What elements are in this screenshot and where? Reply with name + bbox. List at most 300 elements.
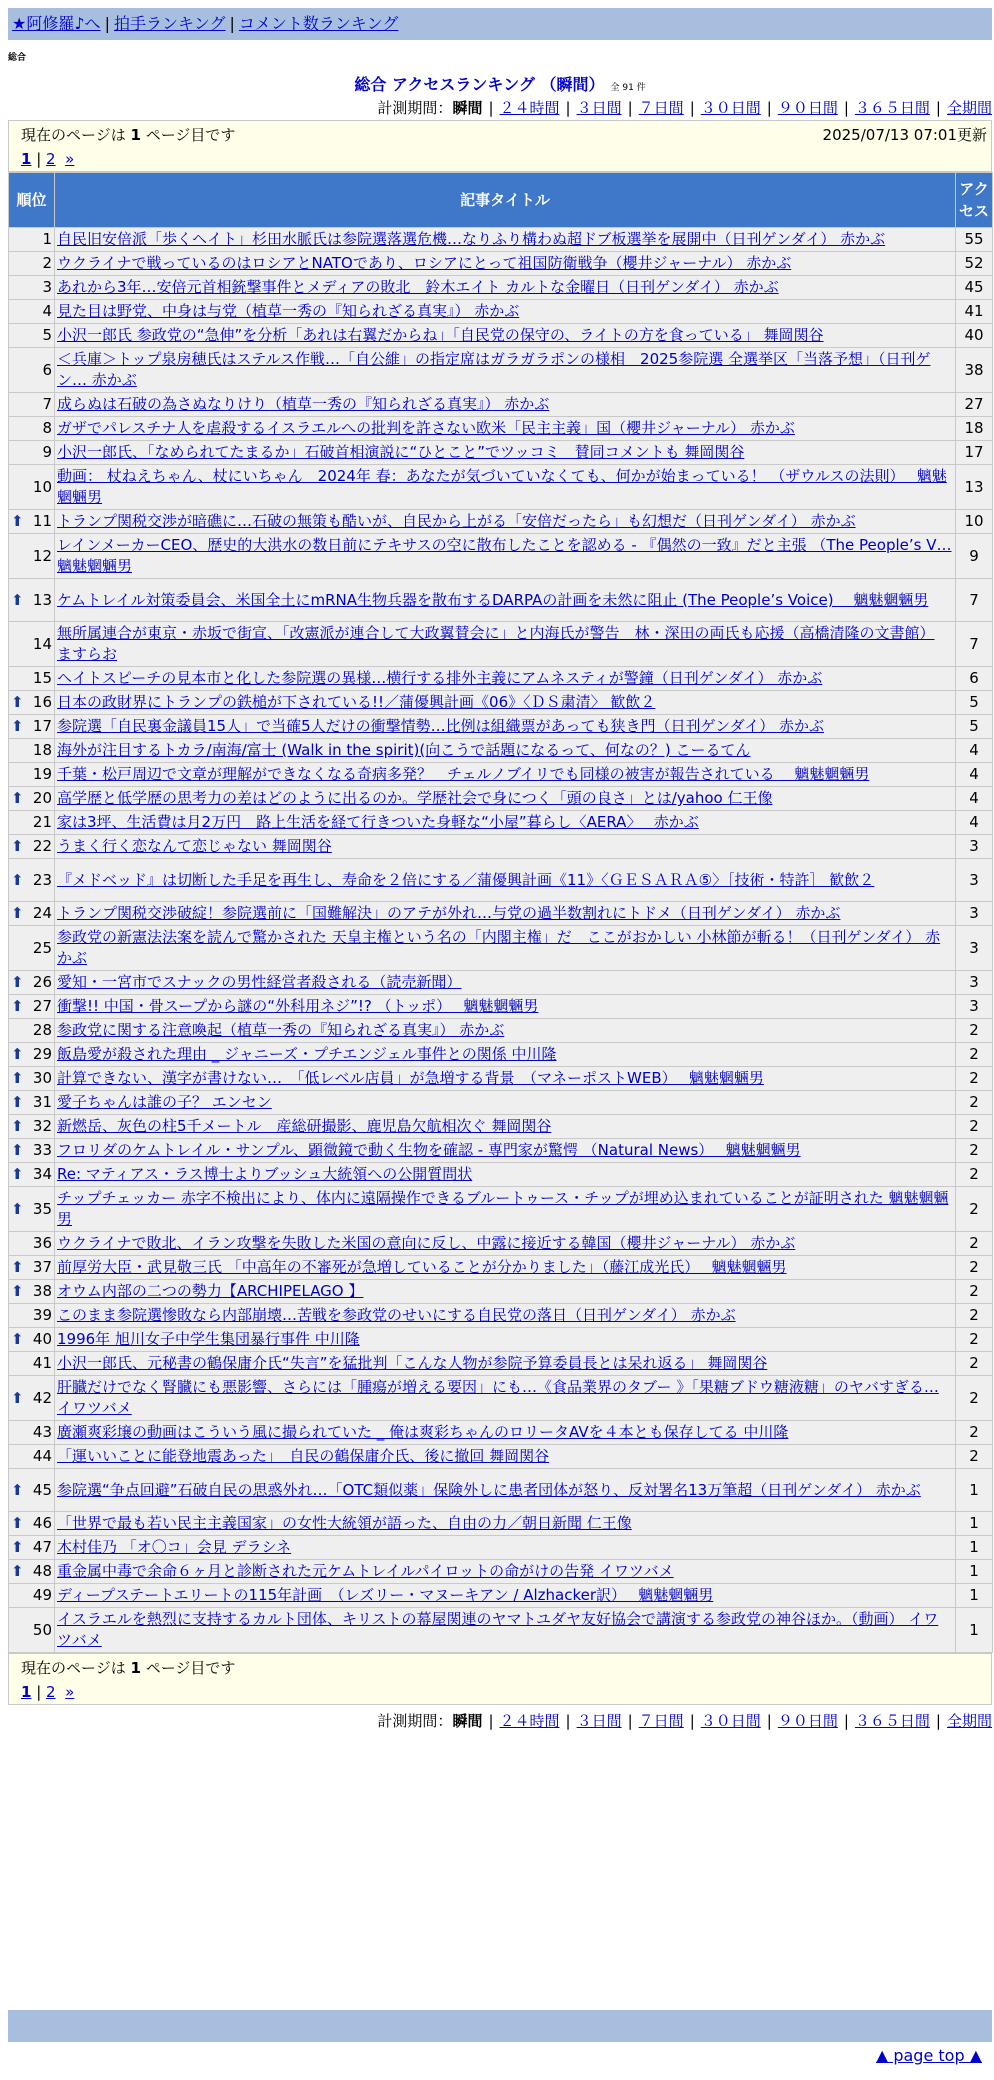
- article-link[interactable]: 参政党の新憲法法案を読んで驚かされた 天皇主権という名の「内閣主権」だ ここがおかしい 小林節が斬る！（日刊ゲンダイ） 赤かぶ: [57, 928, 941, 967]
- rank-number: 16: [32, 693, 52, 711]
- rank-cell: [9, 441, 55, 465]
- access-count: 52: [956, 252, 993, 276]
- article-link[interactable]: 自民旧安倍派「歩くヘイト」杉田水脈氏は参院選落選危機…なりふり構わぬ超ドブ板選挙を展開中（日刊ゲンダイ） 赤かぶ: [57, 230, 886, 248]
- table-row: [9, 510, 993, 534]
- rank-number: 36: [32, 1234, 52, 1252]
- rank-up-icon: ⬆: [11, 870, 24, 889]
- title-cell: [55, 393, 956, 417]
- rank-cell: [9, 1019, 55, 1043]
- article-link[interactable]: イスラエルを熱烈に支持するカルト団体、キリストの幕屋関連のヤマトユダヤ友好協会で講演する参政党の神谷ほか。（動画） イワツバメ: [57, 1610, 939, 1649]
- article-link[interactable]: トランプ関税交渉が暗礁に…石破の無策も酷いが、自民から上がる「安倍だったら」も幻想だ（日刊ゲンダイ） 赤かぶ: [57, 512, 856, 530]
- separator: |: [565, 99, 571, 117]
- period-link-2[interactable]: ７日間: [638, 1712, 684, 1730]
- page-info-text: 現在のページは: [21, 1659, 126, 1677]
- access-count: 13: [956, 465, 993, 510]
- rank-number: 43: [32, 1423, 52, 1441]
- rank-number: 5: [42, 326, 52, 344]
- rank-cell: [9, 926, 55, 971]
- rank-number: 28: [32, 1021, 52, 1039]
- access-count: 2: [956, 1163, 993, 1187]
- rank-number: 7: [42, 395, 52, 413]
- rank-cell: [9, 1067, 55, 1091]
- period-current: 瞬間: [452, 99, 483, 117]
- access-count: 45: [956, 276, 993, 300]
- access-count: 2: [956, 1256, 993, 1280]
- access-count: 1: [956, 1469, 993, 1512]
- article-link[interactable]: 参院選「自民裏金議員15人」で当確5人だけの衝撃情勢…比例は組織票があっても狭き門（日刊ゲンダイ） 赤かぶ: [57, 717, 825, 735]
- article-link[interactable]: フロリダのケムトレイル・サンプル、顕微鏡で動く生物を確認 - 専門家が驚愕 （Natural News） 魑魅魍魎男: [57, 1141, 801, 1159]
- rank-cell: [9, 1115, 55, 1139]
- page-info-suffix: ページ目です: [145, 126, 236, 144]
- rank-cell: [9, 252, 55, 276]
- title-cell: [55, 1536, 956, 1560]
- rank-up-icon: ⬆: [11, 1538, 24, 1556]
- rank-cell: [9, 324, 55, 348]
- rank-cell: [9, 1352, 55, 1376]
- rank-number: 44: [32, 1447, 52, 1465]
- article-link[interactable]: ウクライナで戦っているのはロシアとNATOであり、ロシアにとって祖国防衛戦争（櫻井ジャーナル） 赤かぶ: [57, 254, 792, 272]
- rank-number: 35: [32, 1199, 52, 1218]
- rank-up-icon: ⬆: [11, 997, 24, 1015]
- table-row: [9, 971, 993, 995]
- separator: |: [935, 99, 941, 117]
- article-link[interactable]: 「運いいことに能登地震あった」 自民の鶴保庸介氏、後に撤回 舞岡関谷: [57, 1447, 550, 1465]
- article-link[interactable]: 前厚労大臣・武見敬三氏 「中高年の不審死が急増していることが分かりました」（藤江成光氏） 魑魅魍魎男: [57, 1258, 787, 1276]
- rank-cell: [9, 417, 55, 441]
- article-link[interactable]: 海外が注目するトカラ/南海/富士 (Walk in the spirit)(向こうで話題になるって、何なの？) こーるてん: [57, 741, 751, 759]
- header-rank: 順位: [9, 173, 55, 228]
- access-count: 5: [956, 715, 993, 739]
- title-cell: [55, 1019, 956, 1043]
- period-link-4[interactable]: ９０日間: [777, 1712, 838, 1730]
- access-count: 3: [956, 859, 993, 902]
- title-cell: [55, 859, 956, 902]
- period-label: 計測期間：: [377, 99, 453, 117]
- rank-cell: [9, 739, 55, 763]
- table-row: [9, 1328, 993, 1352]
- rank-up-icon: ⬆: [11, 1117, 24, 1135]
- header-count: アクセス: [956, 173, 993, 228]
- title-cell: [55, 835, 956, 859]
- page-top-link[interactable]: ▲ page top ▲: [875, 2046, 982, 2065]
- table-row: [9, 300, 993, 324]
- table-row: [9, 393, 993, 417]
- page-2-link[interactable]: 2: [46, 1683, 56, 1701]
- table-row: [9, 252, 993, 276]
- rank-number: 4: [42, 302, 52, 320]
- table-row: [9, 995, 993, 1019]
- separator: |: [766, 99, 772, 117]
- rank-number: 9: [42, 443, 52, 461]
- article-link[interactable]: 飯島愛が殺された理由 _ ジャニーズ・プチエンジェル事件との関係 中川隆: [57, 1045, 557, 1063]
- title-cell: [55, 1163, 956, 1187]
- access-count: 2: [956, 1280, 993, 1304]
- rank-up-icon: ⬆: [11, 973, 24, 991]
- rank-number: 25: [32, 938, 52, 957]
- article-link[interactable]: 肝臓だけでなく腎臓にも悪影響、さらには「腫瘍が増える要因」にも…《食品業界のタブー 》「果糖ブドウ糖液糖」のヤバすぎる… イワツバメ: [57, 1378, 939, 1417]
- period-link-3[interactable]: ３０日間: [700, 1712, 761, 1730]
- article-link[interactable]: 愛知・一宮市でスナックの男性経営者殺される（読売新聞）: [57, 973, 462, 991]
- article-link[interactable]: 参院選“争点回避”石破自民の思惑外れ…「OTC類似薬」保険外しに患者団体が怒り、反対署名13万筆超（日刊ゲンダイ） 赤かぶ: [57, 1480, 921, 1499]
- period-selector-bottom: [8, 1709, 992, 1733]
- title-cell: [55, 1608, 956, 1653]
- rank-cell: [9, 1469, 55, 1512]
- access-count: 2: [956, 1067, 993, 1091]
- rank-number: 46: [32, 1514, 52, 1532]
- page-number: 1: [130, 1659, 141, 1677]
- rank-cell: [9, 763, 55, 787]
- table-row: [9, 739, 993, 763]
- title-cell: [55, 1445, 956, 1469]
- header-title: 記事タイトル: [55, 173, 956, 228]
- article-link[interactable]: オウム内部の二つの勢力【ARCHIPELAGO 】: [57, 1282, 364, 1300]
- period-link-0[interactable]: ２４時間: [499, 1712, 560, 1730]
- access-count: 5: [956, 691, 993, 715]
- article-link[interactable]: 小沢一郎氏、「なめられてたまるか」石破首相演説に“ひとこと”でツッコミ 賛同コメントも 舞岡関谷: [57, 443, 745, 461]
- page-number: 1: [130, 126, 141, 144]
- period-link-5[interactable]: ３６５日間: [854, 99, 930, 117]
- access-count: 3: [956, 995, 993, 1019]
- rank-up-icon: ⬆: [11, 1258, 24, 1276]
- article-link[interactable]: 計算できない、漢字が書けない… 「低レベル店員」が急増する背景 （マネーポストWEB） 魑魅魍魎男: [57, 1069, 764, 1087]
- article-link[interactable]: 千葉・松戸周辺で文章が理解ができなくなる奇病多発？ チェルノブイリでも同様の被害が報告されている 魑魅魍魎男: [57, 765, 870, 783]
- period-link-4[interactable]: ９０日間: [777, 99, 838, 117]
- title-cell: [55, 902, 956, 926]
- access-count: 1: [956, 1512, 993, 1536]
- title-cell: [55, 715, 956, 739]
- access-count: 9: [956, 534, 993, 579]
- rank-up-icon: ⬆: [11, 1069, 24, 1087]
- access-count: 10: [956, 510, 993, 534]
- page-info-top: [8, 120, 992, 172]
- rank-cell: [9, 1139, 55, 1163]
- page-1-link[interactable]: 1: [21, 150, 32, 168]
- separator: |: [689, 99, 695, 117]
- period-link-1[interactable]: ３日間: [576, 99, 622, 117]
- comment-ranking-link[interactable]: コメント数ランキング: [238, 14, 399, 33]
- table-row: [9, 1376, 993, 1421]
- title-cell: [55, 1304, 956, 1328]
- separator: |: [488, 99, 494, 117]
- table-row: [9, 1163, 993, 1187]
- page-1-link[interactable]: 1: [21, 1683, 32, 1701]
- title-cell: [55, 691, 956, 715]
- separator: |: [766, 1712, 772, 1730]
- rank-number: 19: [32, 765, 52, 783]
- article-link[interactable]: うまく行く恋なんて恋じゃない 舞岡関谷: [57, 837, 332, 855]
- separator: |: [689, 1712, 695, 1730]
- title-cell: [55, 1376, 956, 1421]
- article-link[interactable]: 高学歴と低学歴の思考力の差はどのように出るのか。学歴社会で身につく「頭の良さ」とは/yahoo 仁王像: [57, 789, 773, 807]
- table-row: [9, 1584, 993, 1608]
- table-row: [9, 1560, 993, 1584]
- title-cell: [55, 465, 956, 510]
- table-row: [9, 926, 993, 971]
- access-count: 4: [956, 811, 993, 835]
- title-cell: [55, 1512, 956, 1536]
- access-count: 18: [956, 417, 993, 441]
- access-count: 4: [956, 739, 993, 763]
- pager-top: 1 | 2 »: [21, 150, 75, 168]
- title-cell: [55, 417, 956, 441]
- page-title: [8, 74, 992, 96]
- article-link[interactable]: 無所属連合が東京・赤坂で街宣、「改憲派が連合して大政翼賛会に」と内海氏が警告 林・深田の両氏も応援（高橋清隆の文書館） ますらお: [57, 624, 935, 663]
- page-info-bottom: [8, 1653, 992, 1705]
- access-count: 3: [956, 835, 993, 859]
- table-row: [9, 763, 993, 787]
- article-link[interactable]: 衝撃!! 中国・骨スープから謎の“外科用ネジ”!? （トッポ） 魑魅魍魎男: [57, 997, 539, 1015]
- access-count: 3: [956, 902, 993, 926]
- title-cell: [55, 510, 956, 534]
- article-link[interactable]: 1996年 旭川女子中学生集団暴行事件 中川隆: [57, 1330, 360, 1348]
- article-link[interactable]: 『メドベッド』は切断した手足を再生し、寿命を２倍にする／蒲優興計画《11》〈ＧＥＳＡＲＡ⑤〉［技術・特許］ 歓飲２: [57, 870, 875, 889]
- article-link[interactable]: 廣瀬爽彩壌の動画はこういう風に撮られていた _ 俺は爽彩ちゃんのロリータAVを４本とも保存してる 中川隆: [57, 1423, 789, 1441]
- article-link[interactable]: 小沢一郎氏、元秘書の鶴保庸介氏“失言”を猛批判「こんな人物が参院予算委員長とは呆れ返る」 舞岡関谷: [57, 1354, 768, 1372]
- period-link-1[interactable]: ３日間: [576, 1712, 622, 1730]
- rank-up-icon: ⬆: [11, 1480, 24, 1499]
- title-cell: [55, 534, 956, 579]
- table-row: [9, 465, 993, 510]
- period-link-6[interactable]: 全期間: [946, 1712, 992, 1730]
- separator: |: [627, 99, 633, 117]
- rank-number: 29: [32, 1045, 52, 1063]
- article-link[interactable]: 家は3坪、生活費は月2万円 路上生活を経て行きついた身軽な“小屋”暮らし〈AERA〉 赤かぶ: [57, 813, 699, 831]
- title-cell: [55, 763, 956, 787]
- title-cell: [55, 1256, 956, 1280]
- separator: |: [565, 1712, 571, 1730]
- title-cell: [55, 667, 956, 691]
- rank-cell: [9, 1376, 55, 1421]
- table-row: [9, 1139, 993, 1163]
- rank-cell: [9, 300, 55, 324]
- rank-number: 20: [32, 789, 52, 807]
- table-row: [9, 1469, 993, 1512]
- article-link[interactable]: 日本の政財界にトランプの鉄槌が下されている!!／蒲優興計画《06》〈ＤＳ粛清〉 歓飲２: [57, 693, 656, 711]
- table-row: [9, 691, 993, 715]
- title-cell: [55, 622, 956, 667]
- title-cell: [55, 739, 956, 763]
- table-row: [9, 1232, 993, 1256]
- rank-cell: [9, 667, 55, 691]
- rank-number: 47: [32, 1538, 52, 1556]
- rank-cell: [9, 1163, 55, 1187]
- access-count: 38: [956, 348, 993, 393]
- title-cell: [55, 995, 956, 1019]
- pager-bottom: 1 | 2 »: [21, 1683, 75, 1701]
- rank-number: 31: [32, 1093, 52, 1111]
- rank-cell: [9, 902, 55, 926]
- rank-number: 8: [42, 419, 52, 437]
- rank-cell: [9, 622, 55, 667]
- rank-number: 18: [32, 741, 52, 759]
- access-count: 7: [956, 622, 993, 667]
- access-count: 1: [956, 1584, 993, 1608]
- access-count: 17: [956, 441, 993, 465]
- rank-cell: [9, 995, 55, 1019]
- rank-number: 21: [32, 813, 52, 831]
- access-count: 1: [956, 1608, 993, 1653]
- access-count: 2: [956, 1232, 993, 1256]
- period-link-0[interactable]: ２４時間: [499, 99, 560, 117]
- access-count: 2: [956, 1445, 993, 1469]
- period-link-3[interactable]: ３０日間: [700, 99, 761, 117]
- page-info-suffix: ページ目です: [145, 1659, 236, 1677]
- ranking-title: 総合 アクセスランキング （瞬間）: [354, 75, 605, 94]
- article-link[interactable]: このまま参院選惨敗なら内部崩壊…苦戦を参政党のせいにする自民党の落日（日刊ゲンダイ） 赤かぶ: [57, 1306, 736, 1324]
- rank-cell: [9, 971, 55, 995]
- rank-cell: [9, 1584, 55, 1608]
- title-cell: [55, 1280, 956, 1304]
- clap-ranking-link[interactable]: 拍手ランキング: [113, 14, 226, 33]
- rank-cell: [9, 1043, 55, 1067]
- article-link[interactable]: 動画： 杖ねえちゃん、杖にいちゃん 2024年 春：あなたが気づいていなくても、何かが始まっている！ （ザウルスの法則） 魑魅魍魎男: [57, 467, 947, 506]
- table-row: [9, 835, 993, 859]
- access-count: 3: [956, 926, 993, 971]
- access-count: 2: [956, 1091, 993, 1115]
- article-link[interactable]: チップチェッカー 赤字不検出により、体内に遠隔操作できるブルートゥース・チップが埋め込まれていることが証明された 魑魅魍魎男: [57, 1189, 949, 1228]
- access-count: 6: [956, 667, 993, 691]
- rank-cell: [9, 1280, 55, 1304]
- rank-cell: [9, 276, 55, 300]
- title-cell: [55, 1352, 956, 1376]
- rank-number: 13: [32, 590, 52, 609]
- access-count: 27: [956, 393, 993, 417]
- rank-number: 23: [32, 870, 52, 889]
- access-count: 2: [956, 1376, 993, 1421]
- rank-number: 34: [32, 1165, 52, 1183]
- table-row: [9, 1187, 993, 1232]
- rank-cell: [9, 510, 55, 534]
- rank-up-icon: ⬆: [11, 1199, 24, 1218]
- access-count: 2: [956, 1139, 993, 1163]
- page-2-link[interactable]: 2: [46, 150, 56, 168]
- title-cell: [55, 579, 956, 622]
- rank-cell: [9, 1421, 55, 1445]
- rank-number: 12: [32, 546, 52, 565]
- article-link[interactable]: 「世界で最も若い民主主義国家」の女性大統領が語った、自由の力／朝日新聞 仁王像: [57, 1514, 632, 1532]
- period-link-5[interactable]: ３６５日間: [854, 1712, 930, 1730]
- title-cell: [55, 1469, 956, 1512]
- title-cell: [55, 1328, 956, 1352]
- rank-up-icon: ⬆: [11, 512, 24, 530]
- article-link[interactable]: 小沢一郎氏 参政党の“急伸”を分析「あれは右翼だからね」「自民党の保守の、ライトの方を食っている」 舞岡関谷: [57, 326, 824, 344]
- page-info-text: 現在のページは: [21, 126, 126, 144]
- rank-up-icon: ⬆: [11, 1330, 24, 1348]
- rank-up-icon: ⬆: [11, 789, 24, 807]
- rank-cell: [9, 787, 55, 811]
- table-row: [9, 1067, 993, 1091]
- rank-up-icon: ⬆: [11, 1093, 24, 1111]
- article-link[interactable]: ＜兵庫＞トップ泉房穂氏はステルス作戦…「自公維」の指定席はガラガラポンの様相 2025参院選 全選挙区「当落予想」（日刊ゲン… 赤かぶ: [57, 350, 931, 389]
- rank-cell: [9, 715, 55, 739]
- rank-number: 6: [42, 360, 52, 379]
- title-cell: [55, 252, 956, 276]
- rank-up-icon: ⬆: [11, 1514, 24, 1532]
- article-link[interactable]: あれから3年…安倍元首相銃撃事件とメディアの敗北 鈴木エイト カルトな金曜日（日刊ゲンダイ） 赤かぶ: [57, 278, 779, 296]
- access-count: 3: [956, 971, 993, 995]
- rank-cell: [9, 1232, 55, 1256]
- rank-number: 17: [32, 717, 52, 735]
- rank-number: 11: [32, 512, 52, 530]
- period-link-6[interactable]: 全期間: [946, 99, 992, 117]
- title-cell: [55, 228, 956, 252]
- table-row: [9, 667, 993, 691]
- table-row: [9, 441, 993, 465]
- rank-up-icon: ⬆: [11, 904, 24, 922]
- article-link[interactable]: トランプ関税交渉破綻！参院選前に「国難解決」のアテが外れ…与党の過半数割れにトドメ（日刊ゲンダイ） 赤かぶ: [57, 904, 841, 922]
- access-count: 41: [956, 300, 993, 324]
- article-link[interactable]: ケムトレイル対策委員会、米国全土にmRNA生物兵器を散布するDARPAの計画を未然に阻止 (The People’s Voice) 魑魅魍魎男: [57, 590, 929, 609]
- article-link[interactable]: 新燃岳、灰色の柱5千メートル 産総研撮影、鹿児島欠航相次ぐ 舞岡関谷: [57, 1117, 552, 1135]
- table-row: [9, 1421, 993, 1445]
- rank-cell: [9, 579, 55, 622]
- rank-cell: [9, 1304, 55, 1328]
- rank-number: 33: [32, 1141, 52, 1159]
- article-link[interactable]: ガザでパレスチナ人を虐殺するイスラエルへの批判を許さない欧米「民主主義」国（櫻井ジャーナル） 赤かぶ: [57, 419, 795, 437]
- table-row: [9, 348, 993, 393]
- article-link[interactable]: 重金属中毒で余命６ヶ月と診断された元ケムトレイルパイロットの命がけの告発 イワツバメ: [57, 1562, 674, 1580]
- access-count: 2: [956, 1421, 993, 1445]
- rank-up-icon: ⬆: [11, 590, 24, 609]
- article-link[interactable]: ヘイトスピーチの見本市と化した参院選の異様…横行する排外主義にアムネスティが警鐘（日刊ゲンダイ） 赤かぶ: [57, 669, 823, 687]
- rank-number: 42: [32, 1388, 52, 1407]
- rank-number: 49: [32, 1586, 52, 1604]
- rank-number: 38: [32, 1282, 52, 1300]
- access-count: 2: [956, 1115, 993, 1139]
- article-link[interactable]: ディープステートエリートの115年計画 （レズリー・マヌーキアン / Alzhacker訳） 魑魅魍魎男: [57, 1586, 714, 1604]
- table-row: [9, 859, 993, 902]
- period-link-2[interactable]: ７日間: [638, 99, 684, 117]
- rank-number: 48: [32, 1562, 52, 1580]
- rank-cell: [9, 348, 55, 393]
- title-cell: [55, 324, 956, 348]
- access-count: 1: [956, 1560, 993, 1584]
- rank-up-icon: ⬆: [11, 717, 24, 735]
- table-row: [9, 1043, 993, 1067]
- rank-up-icon: ⬆: [11, 1141, 24, 1159]
- article-link[interactable]: ウクライナで敗北、イラン攻撃を失敗した米国の意向に反し、中露に接近する韓国（櫻井ジャーナル） 赤かぶ: [57, 1234, 796, 1252]
- rank-number: 26: [32, 973, 52, 991]
- access-count: 55: [956, 228, 993, 252]
- category-label: 総合: [8, 53, 27, 63]
- article-link[interactable]: レインメーカーCEO、歴史的大洪水の数日前にテキサスの空に散布したことを認める - 『偶然の一致』だと主張 （The People’s V… 魑魅魍魎男: [57, 536, 952, 575]
- table-row: [9, 1512, 993, 1536]
- article-link[interactable]: 参政党に関する注意喚起（植草一秀の『知られざる真実』） 赤かぶ: [57, 1021, 505, 1039]
- article-link[interactable]: 見た目は野党、中身は与党（植草一秀の『知られざる真実』） 赤かぶ: [57, 302, 520, 320]
- home-link[interactable]: ★阿修羅♪へ: [12, 14, 101, 33]
- table-row: [9, 715, 993, 739]
- article-link[interactable]: 木村佳乃 「オ〇コ」会見 デラシネ: [57, 1538, 292, 1556]
- next-page-link[interactable]: »: [65, 1683, 75, 1701]
- rank-cell: [9, 811, 55, 835]
- rank-number: 32: [32, 1117, 52, 1135]
- access-count: 1: [956, 1536, 993, 1560]
- rank-number: 10: [32, 477, 52, 496]
- title-cell: [55, 1421, 956, 1445]
- table-row: [9, 1115, 993, 1139]
- next-page-link[interactable]: »: [65, 150, 75, 168]
- rank-number: 50: [32, 1620, 52, 1639]
- table-row: [9, 1019, 993, 1043]
- article-link[interactable]: Re: マティアス・ラス博士よりブッシュ大統領への公開質問状: [57, 1165, 473, 1183]
- access-count: 2: [956, 1352, 993, 1376]
- article-link[interactable]: 愛子ちゃんは誰の子？ エンセン: [57, 1093, 272, 1111]
- period-current: 瞬間: [452, 1712, 483, 1730]
- article-link[interactable]: 成らぬは石破の為さぬなりけり（植草一秀の『知られざる真実』） 赤かぶ: [57, 395, 550, 413]
- rank-cell: [9, 393, 55, 417]
- separator: |: [935, 1712, 941, 1730]
- rank-number: 41: [32, 1354, 52, 1372]
